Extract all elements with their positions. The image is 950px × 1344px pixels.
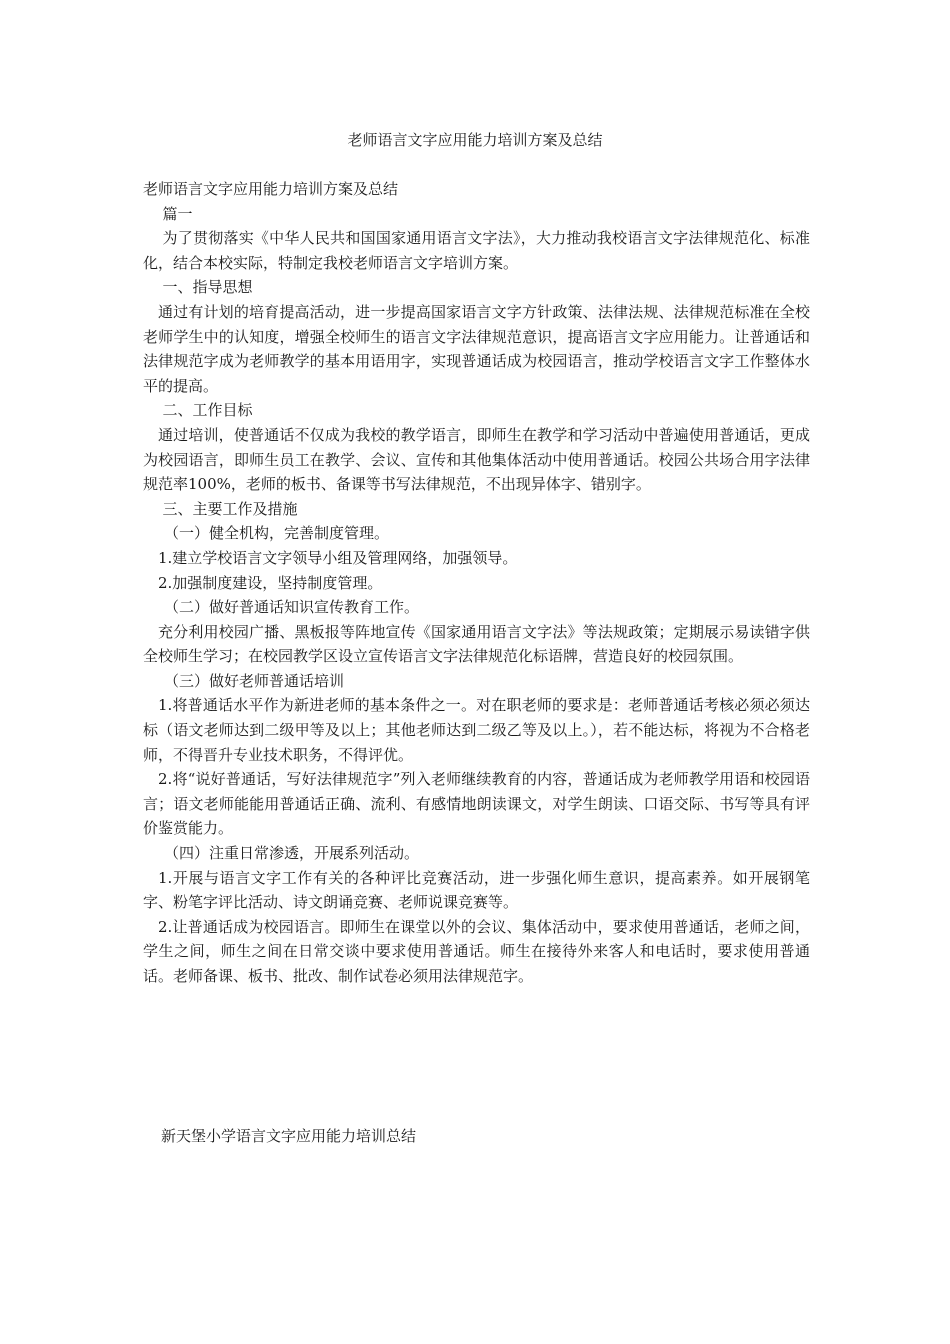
paragraph: 通过有计划的培育提高活动，进一步提高国家语言文字方针政策、法律法规、法律规范标准在全校老师学生中的认知度，增强全校师生的语言文字法律规范意识，提高语言文字应用能力。让普通话和法律规范字成为老师教学的基本用语用字，实现普通话成为校园语言，推动学校语言文字工作整体水平的提高。 — [143, 302, 810, 395]
list-item: 2.加强制度建设，坚持制度管理。 — [158, 573, 383, 592]
list-item: 1.将普通话水平作为新进老师的基本条件之一。对在职老师的要求是：老师普通话考核必须必须达标（语文老师达到二级甲等及以上；其他老师达到二级乙等及以上。），若不能达标，将视为不合格老师，不得晋升专业技术职务，不得评优。 — [143, 696, 810, 764]
summary-title: 新天堡小学语言文字应用能力培训总结 — [161, 1127, 417, 1145]
list-item: 1.开展与语言文字工作有关的各种评比竞赛活动，进一步强化师生意识，提高素养。如开展钢笔字、粉笔字评比活动、诗文朗诵竞赛、老师说课竞赛等。 — [143, 868, 810, 912]
document-title: 老师语言文字应用能力培训方案及总结 — [347, 131, 603, 149]
paragraph: 为了贯彻落实《中华人民共和国国家通用语言文字法》，大力推动我校语言文字法律规范化、标准化，结合本校实际，特制定我校老师语言文字培训方案。 — [143, 229, 810, 272]
section-heading: 三、主要工作及措施 — [162, 499, 298, 518]
subsection-heading: （二）做好普通话知识宣传教育工作。 — [164, 598, 420, 617]
paragraph: 通过培训，使普通话不仅成为我校的教学语言，即师生在教学和学习活动中普遍使用普通话，更成为校园语言，即师生员工在教学、会议、宣传和其他集体活动中使用普通话。校园公共场合用字法律规范率100%，老师的板书、备课等书写法律规范，不出现异体字、错别字。 — [143, 425, 810, 494]
document-subtitle: 老师语言文字应用能力培训方案及总结 — [143, 180, 399, 198]
subsection-heading: （三）做好老师普通话培训 — [164, 671, 345, 690]
part-label: 篇一 — [162, 204, 193, 223]
list-item: 1.建立学校语言文字领导小组及管理网络，加强领导。 — [158, 548, 518, 567]
list-item: 2.将“说好普通话，写好法律规范字”列入老师继续教育的内容，普通话成为老师教学用语和校园语言；语文老师能能用普通话正确、流利、有感情地朗读课文，对学生朗读、口语交际、书写等具有评价鉴赏能力。 — [143, 770, 810, 838]
subsection-heading: （四）注重日常渗透，开展系列活动。 — [164, 844, 420, 863]
section-heading: 二、工作目标 — [162, 401, 253, 420]
list-item: 2.让普通话成为校园语言。即师生在课堂以外的会议、集体活动中，要求使用普通话，老师之间，学生之间，师生之间在日常交谈中要求使用普通话。师生在接待外来客人和电话时，要求使用普通话。老师备课、板书、批改、制作试卷必须用法律规范字。 — [143, 917, 810, 985]
section-heading: 一、指导思想 — [162, 278, 253, 297]
document-body — [143, 177, 810, 989]
subsection-heading: （一）健全机构，完善制度管理。 — [164, 524, 390, 543]
paragraph: 充分利用校园广播、黑板报等阵地宣传《国家通用语言文字法》等法规政策；定期展示易读错字供全校师生学习；在校园教学区设立宣传语言文字法律规范化标语牌，营造良好的校园氛围。 — [143, 622, 810, 666]
